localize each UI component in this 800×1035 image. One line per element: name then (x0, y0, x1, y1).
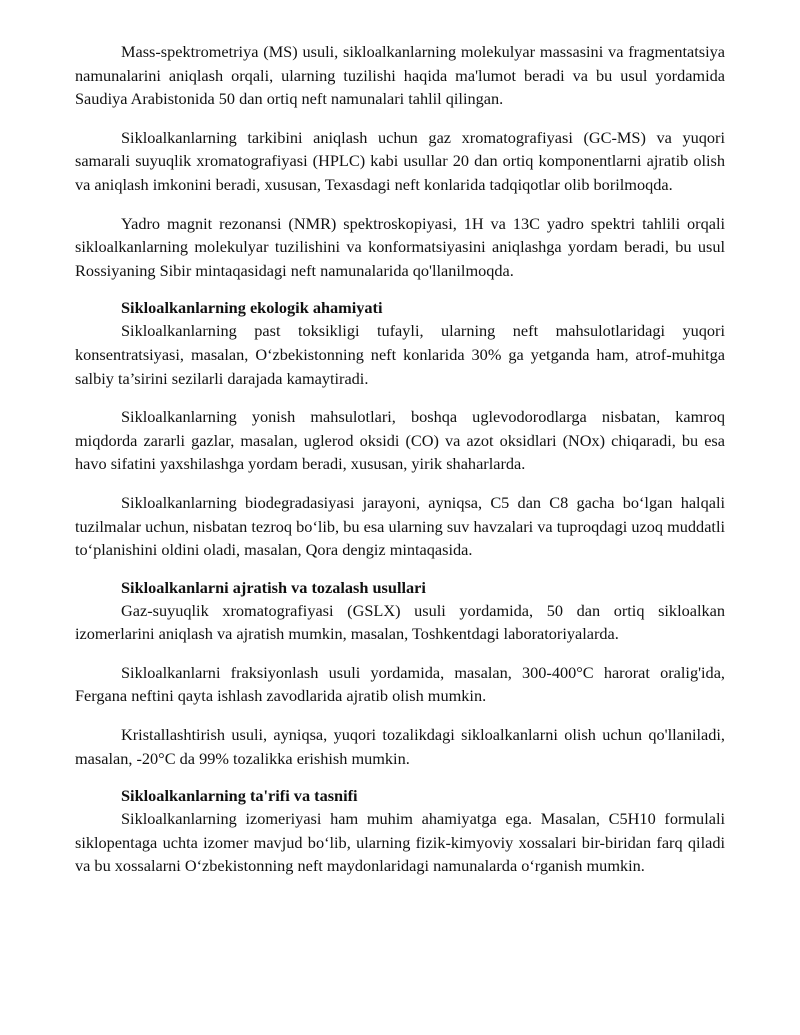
paragraph-isomerism: Sikloalkanlarning izomeriyasi ham muhim ahamiyatga ega. Masalan, C5H10 formulali siklopentaga uchta izomer mavjud bo‘lib, ularning fizik-kimyoviy xossalari bir-biridan farq qiladi va bu xossalarni O‘zbekistonning neft maydonlaridagi namunalarda o‘rganish mumkin. (75, 809, 725, 876)
paragraph-chromatography: Sikloalkanlarning tarkibini aniqlash uchun gaz xromatografiyasi (GC-MS) va yuqori samarali suyuqlik xromatografiyasi (HPLC) kabi usullar 20 dan ortiq komponentlarni ajratib olish va aniqlash imkonini beradi, xususan, Texasdagi neft konlarida tadqiqotlar olib borilmoqda. (75, 127, 725, 194)
paragraph-fractionation: Sikloalkanlarni fraksiyonlash usuli yordamida, masalan, 300-400°C harorat oralig'ida, Fergana neftini qayta ishlash zavodlarida ajratib olish mumkin. (75, 662, 725, 706)
paragraph-gslx: Gaz-suyuqlik xromatografiyasi (GSLX) usuli yordamida, 50 dan ortiq sikloalkan izomerlarini aniqlash va ajratish mumkin, masalan, Toshkentdagi laboratoriyalarda. (75, 600, 725, 644)
paragraph-nmr: Yadro magnit rezonansi (NMR) spektroskopiyasi, 1H va 13C yadro spektri tahlili orqali sikloalkanlarning molekulyar tuzilishini va konformatsiyasini aniqlashga yordam beradi, bu usul Rossiyaning Sibir mintaqasidagi neft namunalarida qo'llanilmoqda. (75, 213, 725, 280)
paragraph-combustion: Sikloalkanlarning yonish mahsulotlari, boshqa uglevodorodlarga nisbatan, kamroq miqdorda zararli gazlar, masalan, uglerod oksidi (CO) va azot oksidlari (NOx) chiqaradi, bu esa havo sifatini yaxshilashga yordam beradi, xususan, yirik shaharlarda. (75, 407, 725, 474)
paragraph-biodegradation: Sikloalkanlarning biodegradasiyasi jarayoni, ayniqsa, C5 dan C8 gacha bo‘lgan halqali tuzilmalar uchun, nisbatan tezroq bo‘lib, bu esa ularning suv havzalari va tuproqdagi uzoq muddatli to‘planishini oldini oladi, masalan, Qora dengiz mintaqasida. (75, 492, 725, 560)
paragraph-low-toxicity: Sikloalkanlarning past toksikligi tufayli, ularning neft mahsulotlaridagi yuqori konsentratsiyasi, masalan, O‘zbekistonning neft konlarida 30% ga yetganda ham, atrof-muhitga salbiy ta’sirini sezilarli darajada kamaytiradi. (75, 321, 725, 388)
paragraph-crystallization: Kristallashtirish usuli, ayniqsa, yuqori tozalikdagi sikloalkanlarni olish uchun qo'llaniladi, masalan, -20°C da 99% tozalikka erishish mumkin. (75, 725, 725, 768)
heading-definition-classification: Sikloalkanlarning ta'rifi va tasnifi (121, 786, 358, 806)
document-page (75, 40, 725, 878)
heading-ecological-importance: Sikloalkanlarning ekologik ahamiyati (121, 298, 383, 318)
heading-separation-methods: Sikloalkanlarni ajratish va tozalash usullari (121, 577, 426, 597)
paragraph-ms-method: Mass-spektrometriya (MS) usuli, sikloalkanlarning molekulyar massasini va fragmentatsiya namunalarini aniqlash orqali, ularning tuzilishi haqida ma'lumot beradi va bu usul yordamida Saudiya Arabistonida 50 dan ortiq neft namunalari tahlil qilingan. (75, 42, 725, 109)
